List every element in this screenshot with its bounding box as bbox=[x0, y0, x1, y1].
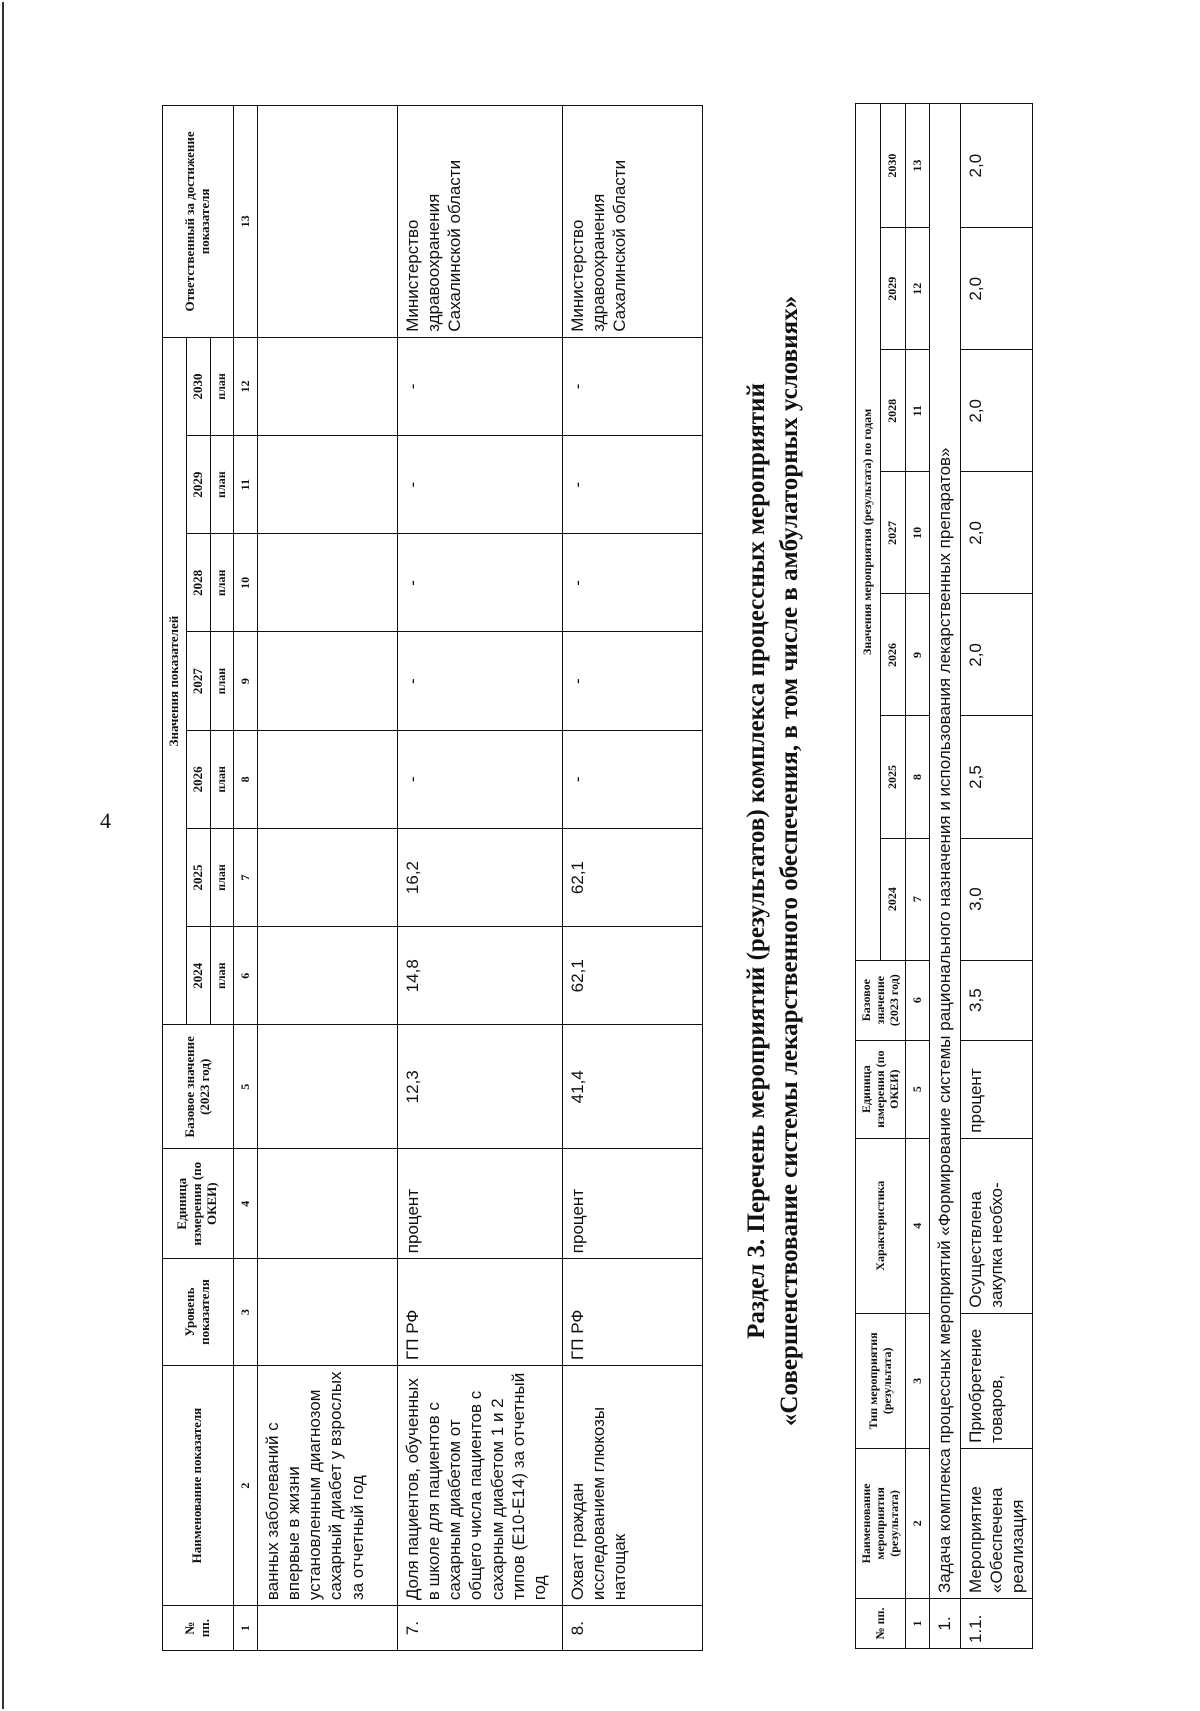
column-number: 9 bbox=[906, 594, 930, 716]
header-plan: план bbox=[210, 436, 233, 534]
row-value bbox=[257, 632, 397, 730]
row-value bbox=[257, 828, 397, 926]
task-num: 1. bbox=[930, 1598, 960, 1648]
header-year: 2027 bbox=[186, 632, 210, 730]
row-value: - bbox=[562, 632, 702, 730]
row-value: 62,1 bbox=[562, 828, 702, 926]
header-year: 2025 bbox=[881, 716, 906, 838]
header-num: № пп. bbox=[163, 1606, 234, 1651]
header-year: 2028 bbox=[186, 534, 210, 632]
header-year: 2026 bbox=[881, 594, 906, 716]
header-level: Уровень показателя bbox=[163, 1259, 234, 1366]
table-row bbox=[960, 104, 1033, 1649]
table-row bbox=[397, 106, 562, 1651]
row-level: ГП РФ bbox=[562, 1259, 702, 1366]
page-number: 4 bbox=[100, 808, 111, 833]
row-unit: процент bbox=[397, 1149, 562, 1259]
section-title bbox=[740, 91, 806, 1631]
column-number: 13 bbox=[906, 104, 930, 228]
column-number: 11 bbox=[906, 350, 930, 472]
row-name: Охват граждан исследованием глюкозы натощак bbox=[562, 1365, 702, 1605]
task-text: Задача комплекса процессных мероприятий «Формирование системы рационального назначения и использования лекарственных препаратов» bbox=[930, 104, 960, 1599]
row-value: - bbox=[562, 730, 702, 828]
column-number: 8 bbox=[906, 716, 930, 838]
column-number: 10 bbox=[233, 534, 257, 632]
row-responsible bbox=[257, 106, 397, 338]
column-numbers-row bbox=[906, 104, 930, 1649]
header-type: Тип мероприятия (результата) bbox=[856, 1313, 906, 1448]
column-number: 6 bbox=[906, 960, 930, 1040]
row-value bbox=[257, 436, 397, 534]
header-unit: Единица измерения (по ОКЕИ) bbox=[163, 1149, 234, 1259]
row-base bbox=[257, 1025, 397, 1149]
row-responsible: Министерство здравоохранения Сахалинской области bbox=[397, 106, 562, 338]
header-year: 2029 bbox=[881, 228, 906, 350]
header-plan: план bbox=[210, 337, 233, 435]
column-number: 7 bbox=[906, 838, 930, 960]
section-title-line: Раздел 3. Перечень мероприятий (результатов) комплекса процессных мероприятий bbox=[743, 383, 770, 1339]
row-description: Осуществлена закупка необхо- bbox=[960, 1138, 1033, 1313]
row-value bbox=[257, 730, 397, 828]
row-base: 41,4 bbox=[562, 1025, 702, 1149]
header-year: 2024 bbox=[881, 838, 906, 960]
header-year: 2025 bbox=[186, 828, 210, 926]
row-unit: процент bbox=[960, 1040, 1033, 1138]
row-value: 2,0 bbox=[960, 594, 1033, 716]
column-number: 2 bbox=[233, 1365, 257, 1605]
header-year: 2024 bbox=[186, 927, 210, 1025]
header-plan: план bbox=[210, 534, 233, 632]
row-name: Мероприятие «Обеспечена реализация bbox=[960, 1448, 1033, 1598]
task-row bbox=[930, 104, 960, 1649]
column-number: 4 bbox=[906, 1138, 930, 1313]
header-num: № пп. bbox=[856, 1598, 906, 1648]
header-plan: план bbox=[210, 828, 233, 926]
row-level bbox=[257, 1259, 397, 1366]
row-value: 16,2 bbox=[397, 828, 562, 926]
row-value bbox=[257, 534, 397, 632]
header-plan: план bbox=[210, 730, 233, 828]
header-year: 2026 bbox=[186, 730, 210, 828]
header-name: Наименование мероприятия (результата) bbox=[856, 1448, 906, 1598]
row-unit: процент bbox=[562, 1149, 702, 1259]
row-value: - bbox=[562, 534, 702, 632]
column-number: 6 bbox=[233, 927, 257, 1025]
row-value: - bbox=[562, 436, 702, 534]
column-number: 3 bbox=[906, 1313, 930, 1448]
row-num: 7. bbox=[397, 1606, 562, 1651]
row-name: ванных заболеваний с впервые в жизни установленным диагнозом сахарный диабет у взрослых за отчетный год bbox=[257, 1365, 397, 1605]
header-name: Наименование показателя bbox=[163, 1365, 234, 1605]
row-value: 62,1 bbox=[562, 927, 702, 1025]
header-plan: план bbox=[210, 927, 233, 1025]
row-value: - bbox=[562, 337, 702, 435]
header-description: Характеристика bbox=[856, 1138, 906, 1313]
column-number: 5 bbox=[906, 1040, 930, 1138]
row-value: 2,0 bbox=[960, 104, 1033, 228]
column-number: 3 bbox=[233, 1259, 257, 1366]
row-value: - bbox=[397, 436, 562, 534]
column-number: 12 bbox=[233, 337, 257, 435]
header-plan: план bbox=[210, 632, 233, 730]
header-values-group: Значения мероприятия (результата) по годам bbox=[856, 104, 881, 961]
row-value: - bbox=[397, 534, 562, 632]
header-year: 2030 bbox=[186, 337, 210, 435]
column-number: 11 bbox=[233, 436, 257, 534]
column-number: 4 bbox=[233, 1149, 257, 1259]
row-num: 8. bbox=[562, 1606, 702, 1651]
row-unit bbox=[257, 1149, 397, 1259]
header-year: 2027 bbox=[881, 472, 906, 594]
row-base: 3,5 bbox=[960, 960, 1033, 1040]
row-name: Доля пациентов, обученных в школе для пациентов с сахарным диабетом от общего числа пациентов с сахарным диабетом 1 и 2 типов (E10-E14) за отчетный год bbox=[397, 1365, 562, 1605]
row-num bbox=[257, 1606, 397, 1651]
row-value: 2,5 bbox=[960, 716, 1033, 838]
column-numbers-row bbox=[233, 106, 257, 1651]
column-number: 2 bbox=[906, 1448, 930, 1598]
section-title-line: «Совершенствование системы лекарственного обеспечения, в том числе в амбулаторных условиях» bbox=[776, 295, 803, 1427]
column-number: 8 bbox=[233, 730, 257, 828]
row-value bbox=[257, 927, 397, 1025]
header-base: Базовое значение (2023 год) bbox=[856, 960, 906, 1040]
row-value: 2,0 bbox=[960, 228, 1033, 350]
column-number: 13 bbox=[233, 106, 257, 338]
row-value: - bbox=[397, 730, 562, 828]
row-num: 1.1. bbox=[960, 1598, 1033, 1648]
header-year: 2028 bbox=[881, 350, 906, 472]
row-type: Приобретение товаров, bbox=[960, 1313, 1033, 1448]
row-value: 3,0 bbox=[960, 838, 1033, 960]
column-number: 12 bbox=[906, 228, 930, 350]
header-unit: Единица измерения (по ОКЕИ) bbox=[856, 1040, 906, 1138]
row-value: - bbox=[397, 337, 562, 435]
column-number: 7 bbox=[233, 828, 257, 926]
indicators-table bbox=[162, 105, 703, 1651]
column-number: 1 bbox=[906, 1598, 930, 1648]
column-number: 5 bbox=[233, 1025, 257, 1149]
row-responsible: Министерство здравоохранения Сахалинской области bbox=[562, 106, 702, 338]
row-value: 14,8 bbox=[397, 927, 562, 1025]
column-number: 9 bbox=[233, 632, 257, 730]
row-value bbox=[257, 337, 397, 435]
row-value: 2,0 bbox=[960, 350, 1033, 472]
row-base: 12,3 bbox=[397, 1025, 562, 1149]
column-number: 1 bbox=[233, 1606, 257, 1651]
header-responsible: Ответственный за достижение показателя bbox=[163, 106, 234, 338]
header-year: 2029 bbox=[186, 436, 210, 534]
header-base: Базовое значение (2023 год) bbox=[163, 1025, 234, 1149]
table-row bbox=[257, 106, 397, 1651]
column-number: 10 bbox=[906, 472, 930, 594]
row-level: ГП РФ bbox=[397, 1259, 562, 1366]
row-value: - bbox=[397, 632, 562, 730]
header-values-group: Значения показателей bbox=[163, 337, 187, 1025]
row-value: 2,0 bbox=[960, 472, 1033, 594]
table-row bbox=[562, 106, 702, 1651]
header-year: 2030 bbox=[881, 104, 906, 228]
activities-table bbox=[855, 103, 1033, 1649]
